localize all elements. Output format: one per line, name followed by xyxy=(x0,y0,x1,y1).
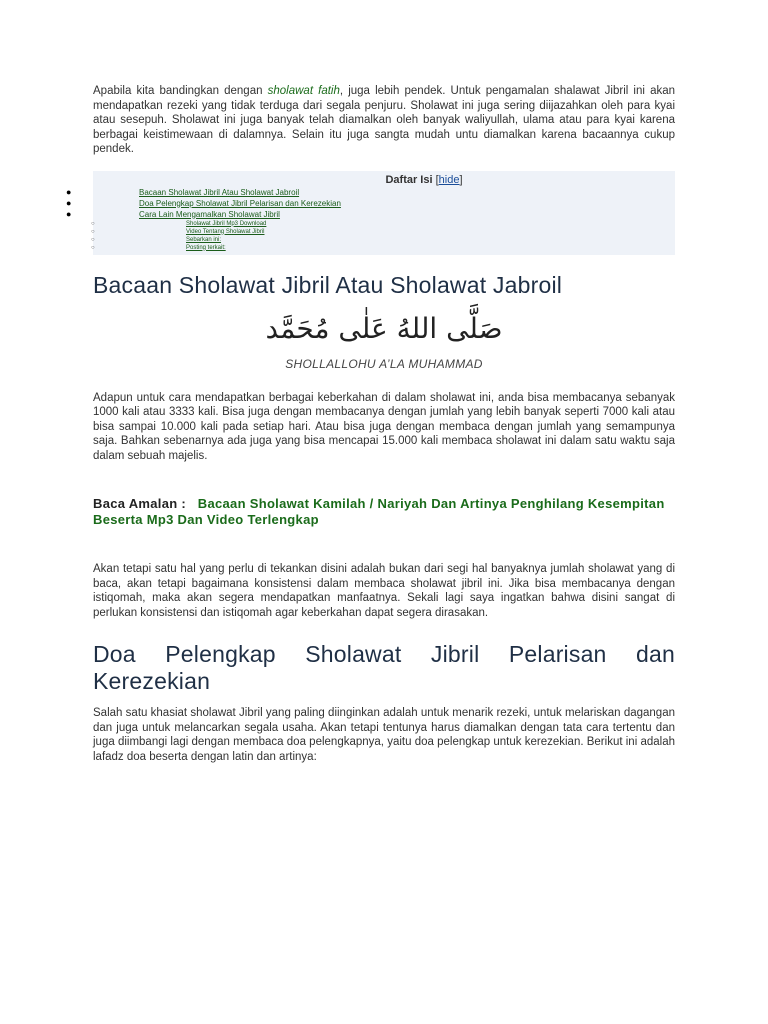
table-of-contents xyxy=(66,171,675,255)
section-heading-bacaan: Bacaan Sholawat Jibril Atau Sholawat Jabroil xyxy=(93,271,563,298)
bullet-icon: ● xyxy=(66,186,72,197)
toc-link-video[interactable]: Video Tentang Sholawat Jibril xyxy=(186,228,265,235)
bacaan-paragraph: Adapun untuk cara mendapatkan berbagai keberkahan di dalam sholawat ini, anda bisa membacanya sebanyak 1000 kali atau 3333 kali. Bisa juga dengan membacanya dengan jumlah yang lebih banyak seperti 7000 kali atau bisa sampai 10.000 kali pada setiap hari. Atau bisa juga dengan membaca dengan jumlah yang semampunya saja. Bahkan sebenarnya ada juga yang bisa mencapai 15.000 kali membaca sholawat ini dalam satu waktu saja dalam sebuah majelis. xyxy=(93,391,675,462)
intro-text-after: , juga lebih pendek. Untuk pengamalan shalawat Jibril ini akan mendapatkan rezeki yang tidak terduga dari segala penjuru. Sholawat ini juga sering diijazahkan oleh para kyai atau sesepuh. Sholawat ini juga banyak telah diamalkan oleh banyak waliyullah, ulama atau para kyai karena berbagai keistimewaan di dalamnya. Selain itu juga sangta mudah untu diamalkan karena bacaannya cukup pendek. xyxy=(93,85,676,155)
toc-link-posting-terkait[interactable]: Posting terkait: xyxy=(186,244,226,251)
bullet-icon: ● xyxy=(66,208,72,219)
toc-link-mp3-download[interactable]: Sholawat Jibril Mp3 Download xyxy=(186,220,267,227)
toc-subitem xyxy=(93,244,675,252)
toc-item xyxy=(66,186,675,198)
toc-subitem xyxy=(93,220,675,228)
toc-link-bacaan[interactable]: Bacaan Sholawat Jibril Atau Sholawat Jabroil xyxy=(139,187,300,197)
sholawat-fatih-link[interactable]: sholawat fatih xyxy=(267,85,340,97)
circle-bullet-icon: ○ xyxy=(91,236,95,243)
toc-subitem xyxy=(93,236,675,244)
toc-link-cara-lain[interactable]: Cara Lain Mengamalkan Sholawat Jibril xyxy=(139,209,280,219)
toc-item xyxy=(66,197,675,209)
section-heading-doa-pelengkap: Doa Pelengkap Sholawat Jibril Pelarisan dan Kerezekian xyxy=(93,641,675,694)
toc-list xyxy=(66,186,675,252)
circle-bullet-icon: ○ xyxy=(91,228,95,235)
baca-amalan-link[interactable]: Bacaan Sholawat Kamilah / Nariyah Dan Artinya Penghilang Kesempitan Beserta Mp3 Dan Video Terlengkap xyxy=(93,496,665,527)
baca-amalan-label: Baca Amalan : xyxy=(93,496,187,511)
toc-link-sebarkan[interactable]: Sebarkan ini: xyxy=(186,236,222,243)
baca-amalan xyxy=(93,496,675,528)
circle-bullet-icon: ○ xyxy=(91,220,95,227)
bullet-icon: ● xyxy=(66,197,72,208)
article xyxy=(66,84,676,764)
toc-hide-link[interactable]: hide xyxy=(438,173,460,186)
arabic-sholawat-text: صَلَّى اللهُ عَلٰى مُحَمَّد xyxy=(265,311,503,345)
toc-header xyxy=(93,173,675,187)
intro-text-before: Apabila kita bandingkan dengan xyxy=(93,85,268,97)
toc-hide-toggle: [hide] xyxy=(435,173,463,186)
doa-pelengkap-paragraph: Salah satu khasiat sholawat Jibril yang paling diinginkan adalah untuk menarik rezeki, untuk melariskan dagangan dan juga untuk melancarkan segala usaha. Akan tetapi tentunya harus diamalkan dengan tata cara tertentu dan juga diimbangi lagi dengan membaca doa pelengkapnya, yaitu doa pelengkap untuk kerezekian. Berikut ini adalah lafadz doa beserta dengan latin dan artinya: xyxy=(93,707,675,763)
toc-link-doa-pelengkap[interactable]: Doa Pelengkap Sholawat Jibril Pelarisan dan Kerezekian xyxy=(139,198,341,208)
toc-item xyxy=(66,208,675,220)
circle-bullet-icon: ○ xyxy=(91,244,95,251)
toc-subitem xyxy=(93,228,675,236)
intro-paragraph xyxy=(93,84,675,157)
konsistensi-paragraph: Akan tetapi satu hal yang perlu di tekankan disini adalah bukan dari segi hal banyaknya jumlah sholawat yang di baca, akan tetapi bagaimana konsistensi dalam membaca sholawat jibril ini. Jika bisa membacanya dengan istiqomah, maka akan segera mendapatkan manfaatnya. Sekali lagi saya ingatkan bahwa disini sangat di perlukan konsistensi dan istiqomah agar keberkahan dapat segera dirasakan. xyxy=(93,563,675,619)
latin-transliteration: SHOLLALLOHU A’LA MUHAMMAD xyxy=(285,356,483,371)
toc-title: Daftar Isi xyxy=(385,173,433,186)
